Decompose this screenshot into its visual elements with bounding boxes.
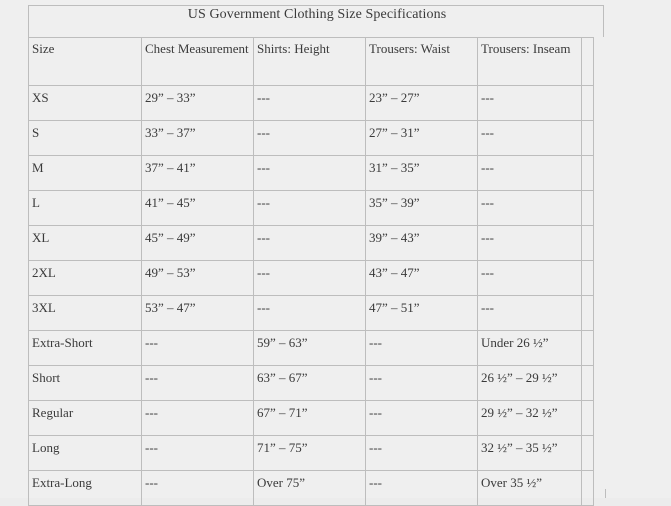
chest-cell: 53” – 47” [142, 296, 254, 331]
shirts-height-cell: --- [254, 156, 366, 191]
chest-cell: --- [142, 331, 254, 366]
table-row [29, 471, 594, 506]
size-cell: Long [29, 436, 142, 471]
chest-cell: 33” – 37” [142, 121, 254, 156]
table-title: US Government Clothing Size Specifications [187, 7, 447, 22]
trousers-inseam-cell: 29 ½” – 32 ½” [478, 401, 582, 436]
size-cell: L [29, 191, 142, 226]
table-row [29, 156, 594, 191]
chest-cell: 37” – 41” [142, 156, 254, 191]
table-row [29, 401, 594, 436]
title-cell [28, 5, 604, 37]
spacer-cell [582, 156, 594, 191]
header-row [29, 38, 594, 86]
chest-cell: --- [142, 401, 254, 436]
trousers-inseam-cell: --- [478, 261, 582, 296]
table-row [29, 436, 594, 471]
spacer-cell [582, 261, 594, 296]
shirts-height-cell: --- [254, 191, 366, 226]
spacer-cell [582, 366, 594, 401]
shirts-height-cell: --- [254, 226, 366, 261]
trousers-waist-cell: 27” – 31” [366, 121, 478, 156]
trousers-inseam-cell: --- [478, 86, 582, 121]
header-size: Size [29, 38, 142, 86]
chest-cell: 41” – 45” [142, 191, 254, 226]
table-row [29, 86, 594, 121]
table-row [29, 226, 594, 261]
spacer-cell [582, 191, 594, 226]
header-shirts-height: Shirts: Height [254, 38, 366, 86]
trousers-inseam-cell: --- [478, 156, 582, 191]
size-cell: XS [29, 86, 142, 121]
shirts-height-cell: 71” – 75” [254, 436, 366, 471]
spacer-cell [582, 226, 594, 261]
spacer-cell [582, 401, 594, 436]
shirts-height-cell: 63” – 67” [254, 366, 366, 401]
size-cell: S [29, 121, 142, 156]
trousers-inseam-cell: --- [478, 226, 582, 261]
table-row [29, 296, 594, 331]
chest-cell: 29” – 33” [142, 86, 254, 121]
trousers-waist-cell: 35” – 39” [366, 191, 478, 226]
shirts-height-cell: --- [254, 261, 366, 296]
trousers-waist-cell: 39” – 43” [366, 226, 478, 261]
size-cell: Extra-Short [29, 331, 142, 366]
shirts-height-cell: 67” – 71” [254, 401, 366, 436]
spacer-cell [582, 86, 594, 121]
table-row [29, 191, 594, 226]
table-row [29, 261, 594, 296]
spacer-cell [582, 38, 594, 86]
size-cell: 2XL [29, 261, 142, 296]
chest-cell: --- [142, 436, 254, 471]
header-chest: Chest Measurement [142, 38, 254, 86]
size-spec-table [28, 37, 594, 506]
trousers-waist-cell: 31” – 35” [366, 156, 478, 191]
trousers-inseam-cell: Under 26 ½” [478, 331, 582, 366]
size-cell: Short [29, 366, 142, 401]
trousers-waist-cell: 23” – 27” [366, 86, 478, 121]
table-bottom-edge [28, 489, 606, 498]
trousers-waist-cell: --- [366, 331, 478, 366]
trousers-inseam-cell: --- [478, 296, 582, 331]
trousers-waist-cell: 47” – 51” [366, 296, 478, 331]
trousers-inseam-cell: --- [478, 191, 582, 226]
size-cell: Extra-Long [29, 471, 142, 506]
table-row [29, 331, 594, 366]
table-row [29, 366, 594, 401]
trousers-inseam-cell: Over 35 ½” [478, 471, 582, 506]
table-row [29, 121, 594, 156]
trousers-waist-cell: --- [366, 401, 478, 436]
shirts-height-cell: --- [254, 296, 366, 331]
spacer-cell [582, 296, 594, 331]
spacer-cell [582, 471, 594, 506]
trousers-waist-cell: --- [366, 436, 478, 471]
spacer-cell [582, 121, 594, 156]
trousers-inseam-cell: 32 ½” – 35 ½” [478, 436, 582, 471]
spacer-cell [582, 436, 594, 471]
shirts-height-cell: --- [254, 121, 366, 156]
header-trousers-waist: Trousers: Waist [366, 38, 478, 86]
trousers-inseam-cell: 26 ½” – 29 ½” [478, 366, 582, 401]
chest-cell: 49” – 53” [142, 261, 254, 296]
chest-cell: 45” – 49” [142, 226, 254, 261]
size-cell: XL [29, 226, 142, 261]
size-cell: 3XL [29, 296, 142, 331]
trousers-waist-cell: --- [366, 471, 478, 506]
spacer-cell [582, 331, 594, 366]
chest-cell: --- [142, 366, 254, 401]
shirts-height-cell: 59” – 63” [254, 331, 366, 366]
trousers-inseam-cell: --- [478, 121, 582, 156]
chest-cell: --- [142, 471, 254, 506]
header-trousers-inseam: Trousers: Inseam [478, 38, 582, 86]
trousers-waist-cell: --- [366, 366, 478, 401]
size-cell: Regular [29, 401, 142, 436]
trousers-waist-cell: 43” – 47” [366, 261, 478, 296]
shirts-height-cell: --- [254, 86, 366, 121]
shirts-height-cell: Over 75” [254, 471, 366, 506]
size-cell: M [29, 156, 142, 191]
